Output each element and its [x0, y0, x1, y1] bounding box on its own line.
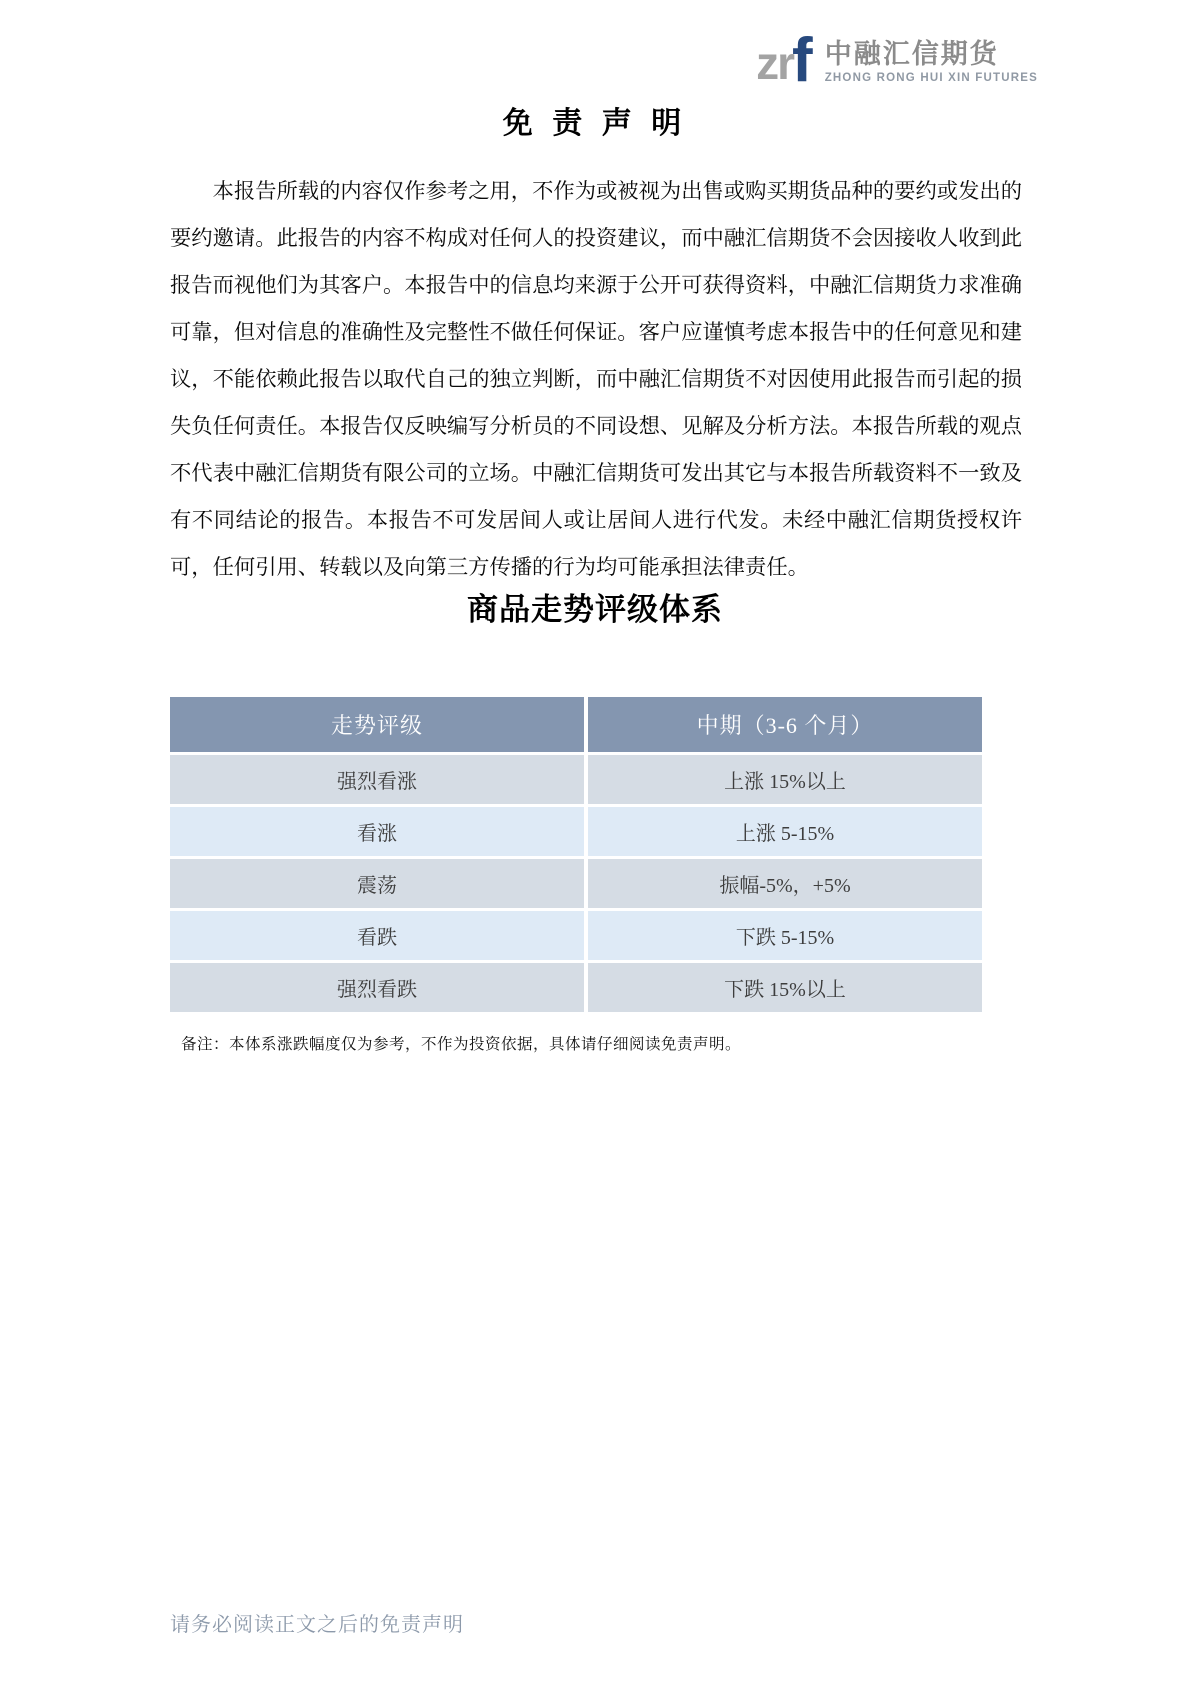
company-logo [756, 24, 1038, 95]
table-cell-criteria: 振幅-5%，+5% [588, 859, 982, 908]
disclaimer-paragraph: 本报告所载的内容仅作参考之用，不作为或被视为出售或购买期货品种的要约或发出的要约邀请。此报告的内容不构成对任何人的投资建议，而中融汇信期货不会因接收人收到此报告而视他们为其客户。本报告中的信息均来源于公开可获得资料，中融汇信期货力求准确可靠，但对信息的准确性及完整性不做任何保证。客户应谨慎考虑本报告中的任何意见和建议，不能依赖此报告以取代自己的独立判断，而中融汇信期货不对因使用此报告而引起的损失负任何责任。本报告仅反映编写分析员的不同设想、见解及分析方法。本报告所载的观点不代表中融汇信期货有限公司的立场。中融汇信期货可发出其它与本报告所载资料不一致及有不同结论的报告。本报告不可发居间人或让居间人进行代发。未经中融汇信期货授权许可，任何引用、转载以及向第三方传播的行为均可能承担法律责任。 [170, 179, 1022, 579]
company-name-cn: 中融汇信期货 [824, 38, 999, 69]
page-title: 免 责 声 明 [502, 107, 688, 140]
logo-letter-f: f [792, 26, 813, 95]
rating-table [170, 697, 982, 1012]
table-cell-rating: 看跌 [170, 911, 584, 960]
company-name-en: ZHONG RONG HUI XIN FUTURES [824, 72, 1038, 84]
footer-disclaimer-reminder: 请务必阅读正文之后的免责声明 [170, 1614, 464, 1636]
table-cell-criteria: 上涨 5-15% [588, 807, 982, 856]
table-cell-criteria: 下跌 15%以上 [588, 963, 982, 1012]
rating-system-heading: 商品走势评级体系 [467, 592, 723, 627]
table-header-midterm: 中期（3-6 个月） [588, 697, 982, 752]
table-cell-rating: 震荡 [170, 859, 584, 908]
table-cell-rating: 强烈看跌 [170, 963, 584, 1012]
table-cell-criteria: 下跌 5-15% [588, 911, 982, 960]
table-cell-rating: 看涨 [170, 807, 584, 856]
table-note: 备注：本体系涨跌幅度仅为参考，不作为投资依据，具体请仔细阅读免责声明。 [181, 1036, 742, 1053]
table-cell-rating: 强烈看涨 [170, 755, 584, 804]
table-header-rating: 走势评级 [170, 697, 584, 752]
table-cell-criteria: 上涨 15%以上 [588, 755, 982, 804]
logo-letters-zr: zr [756, 37, 794, 89]
zrf-logo-mark [756, 24, 813, 95]
logo-names [825, 39, 1038, 86]
